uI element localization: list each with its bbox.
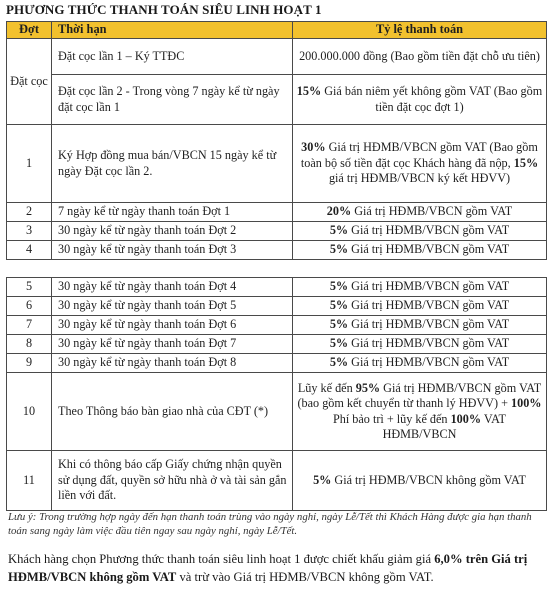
row-dot: 9 bbox=[7, 354, 52, 373]
row-ty-le: 5% Giá trị HĐMB/VBCN gồm VAT bbox=[293, 316, 547, 335]
table-row bbox=[7, 39, 547, 75]
page-title: PHƯƠNG THỨC THANH TOÁN SIÊU LINH HOẠT 1 bbox=[6, 2, 322, 17]
table-row bbox=[7, 354, 547, 373]
row-ty-le: 20% Giá trị HĐMB/VBCN gồm VAT bbox=[293, 203, 547, 222]
row-thoi-han: 7 ngày kể từ ngày thanh toán Đợt 1 bbox=[52, 203, 293, 222]
row-thoi-han: 30 ngày kể từ ngày thanh toán Đợt 6 bbox=[52, 316, 293, 335]
row-ty-le: 5% Giá trị HĐMB/VBCN gồm VAT bbox=[293, 335, 547, 354]
header-ty-le: Tỷ lệ thanh toán bbox=[293, 22, 547, 39]
table-row bbox=[7, 297, 547, 316]
table-row bbox=[7, 335, 547, 354]
row-ty-le: 5% Giá trị HĐMB/VBCN không gồm VAT bbox=[293, 451, 547, 511]
table-row bbox=[7, 241, 547, 260]
row-thoi-han: Theo Thông báo bàn giao nhà của CĐT (*) bbox=[52, 373, 293, 451]
table-row bbox=[7, 316, 547, 335]
payment-table-part2 bbox=[6, 277, 547, 511]
table-row bbox=[7, 75, 547, 125]
table-row bbox=[7, 222, 547, 241]
table-row bbox=[7, 278, 547, 297]
row-thoi-han: 30 ngày kể từ ngày thanh toán Đợt 7 bbox=[52, 335, 293, 354]
row-dot: 7 bbox=[7, 316, 52, 335]
table-row bbox=[7, 203, 547, 222]
header-thoi-han: Thời hạn bbox=[52, 22, 293, 39]
row-dot: 1 bbox=[7, 125, 52, 203]
row-ty-le: 5% Giá trị HĐMB/VBCN gồm VAT bbox=[293, 278, 547, 297]
row-ty-le: 30% Giá trị HĐMB/VBCN gồm VAT (Bao gồm toàn bộ số tiền đặt cọc Khách hàng đã nộp, 15% giá trị HĐMB/VBCN ký kết HĐVV) bbox=[293, 125, 547, 203]
row-thoi-han: 30 ngày kể từ ngày thanh toán Đợt 5 bbox=[52, 297, 293, 316]
row-ty-le: 5% Giá trị HĐMB/VBCN gồm VAT bbox=[293, 222, 547, 241]
row-dot: 4 bbox=[7, 241, 52, 260]
row-dot: Đặt cọc bbox=[7, 39, 52, 125]
row-dot: 6 bbox=[7, 297, 52, 316]
table-row bbox=[7, 125, 547, 203]
row-thoi-han: 30 ngày kể từ ngày thanh toán Đợt 8 bbox=[52, 354, 293, 373]
payment-table-part1 bbox=[6, 21, 547, 260]
header-dot: Đợt bbox=[7, 22, 52, 39]
row-thoi-han: Đặt cọc lần 1 – Ký TTĐC bbox=[52, 39, 293, 75]
table-row bbox=[7, 451, 547, 511]
row-dot: 2 bbox=[7, 203, 52, 222]
row-thoi-han: 30 ngày kể từ ngày thanh toán Đợt 2 bbox=[52, 222, 293, 241]
row-thoi-han: 30 ngày kể từ ngày thanh toán Đợt 4 bbox=[52, 278, 293, 297]
row-thoi-han: 30 ngày kể từ ngày thanh toán Đợt 3 bbox=[52, 241, 293, 260]
row-thoi-han: Khi có thông báo cấp Giấy chứng nhận quyền sử dụng đất, quyền sở hữu nhà ở và tài sản gắn liền với đất. bbox=[52, 451, 293, 511]
row-dot: 8 bbox=[7, 335, 52, 354]
table-header-row bbox=[7, 22, 547, 39]
summary-text: Khách hàng chọn Phương thức thanh toán siêu linh hoạt 1 được chiết khấu giảm giá 6,0% trên Giá trị HĐMB/VBCN không gồm VAT và trừ vào Giá trị HĐMB/VBCN không gồm VAT. bbox=[8, 552, 528, 584]
row-ty-le: 5% Giá trị HĐMB/VBCN gồm VAT bbox=[293, 241, 547, 260]
row-ty-le: 200.000.000 đồng (Bao gồm tiền đặt chỗ ưu tiên) bbox=[293, 39, 547, 75]
row-ty-le: 5% Giá trị HĐMB/VBCN gồm VAT bbox=[293, 354, 547, 373]
row-ty-le: 5% Giá trị HĐMB/VBCN gồm VAT bbox=[293, 297, 547, 316]
row-ty-le: Lũy kế đến 95% Giá trị HĐMB/VBCN gồm VAT (bao gồm kết chuyển từ thanh lý HĐVV) + 100% Phí bảo trì + lũy kế đến 100% VAT HĐMB/VBCN bbox=[293, 373, 547, 451]
note-text: Lưu ý: Trong trường hợp ngày đến hạn thanh toán trùng vào ngày nghỉ, ngày Lễ/Tết thì Khách Hàng được gia hạn thanh toán sang ngày làm việc đầu tiên ngay sau ngày nghỉ, ngày Lễ/Tết. bbox=[8, 511, 532, 537]
row-dot: 5 bbox=[7, 278, 52, 297]
row-dot: 11 bbox=[7, 451, 52, 511]
row-thoi-han: Đặt cọc lần 2 - Trong vòng 7 ngày kể từ ngày đặt cọc lần 1 bbox=[52, 75, 293, 125]
row-thoi-han: Ký Hợp đồng mua bán/VBCN 15 ngày kể từ ngày Đặt cọc lần 2. bbox=[52, 125, 293, 203]
row-dot: 10 bbox=[7, 373, 52, 451]
row-dot: 3 bbox=[7, 222, 52, 241]
table-row bbox=[7, 373, 547, 451]
row-ty-le: 15% Giá bán niêm yết không gồm VAT (Bao gồm tiền đặt cọc đợt 1) bbox=[293, 75, 547, 125]
